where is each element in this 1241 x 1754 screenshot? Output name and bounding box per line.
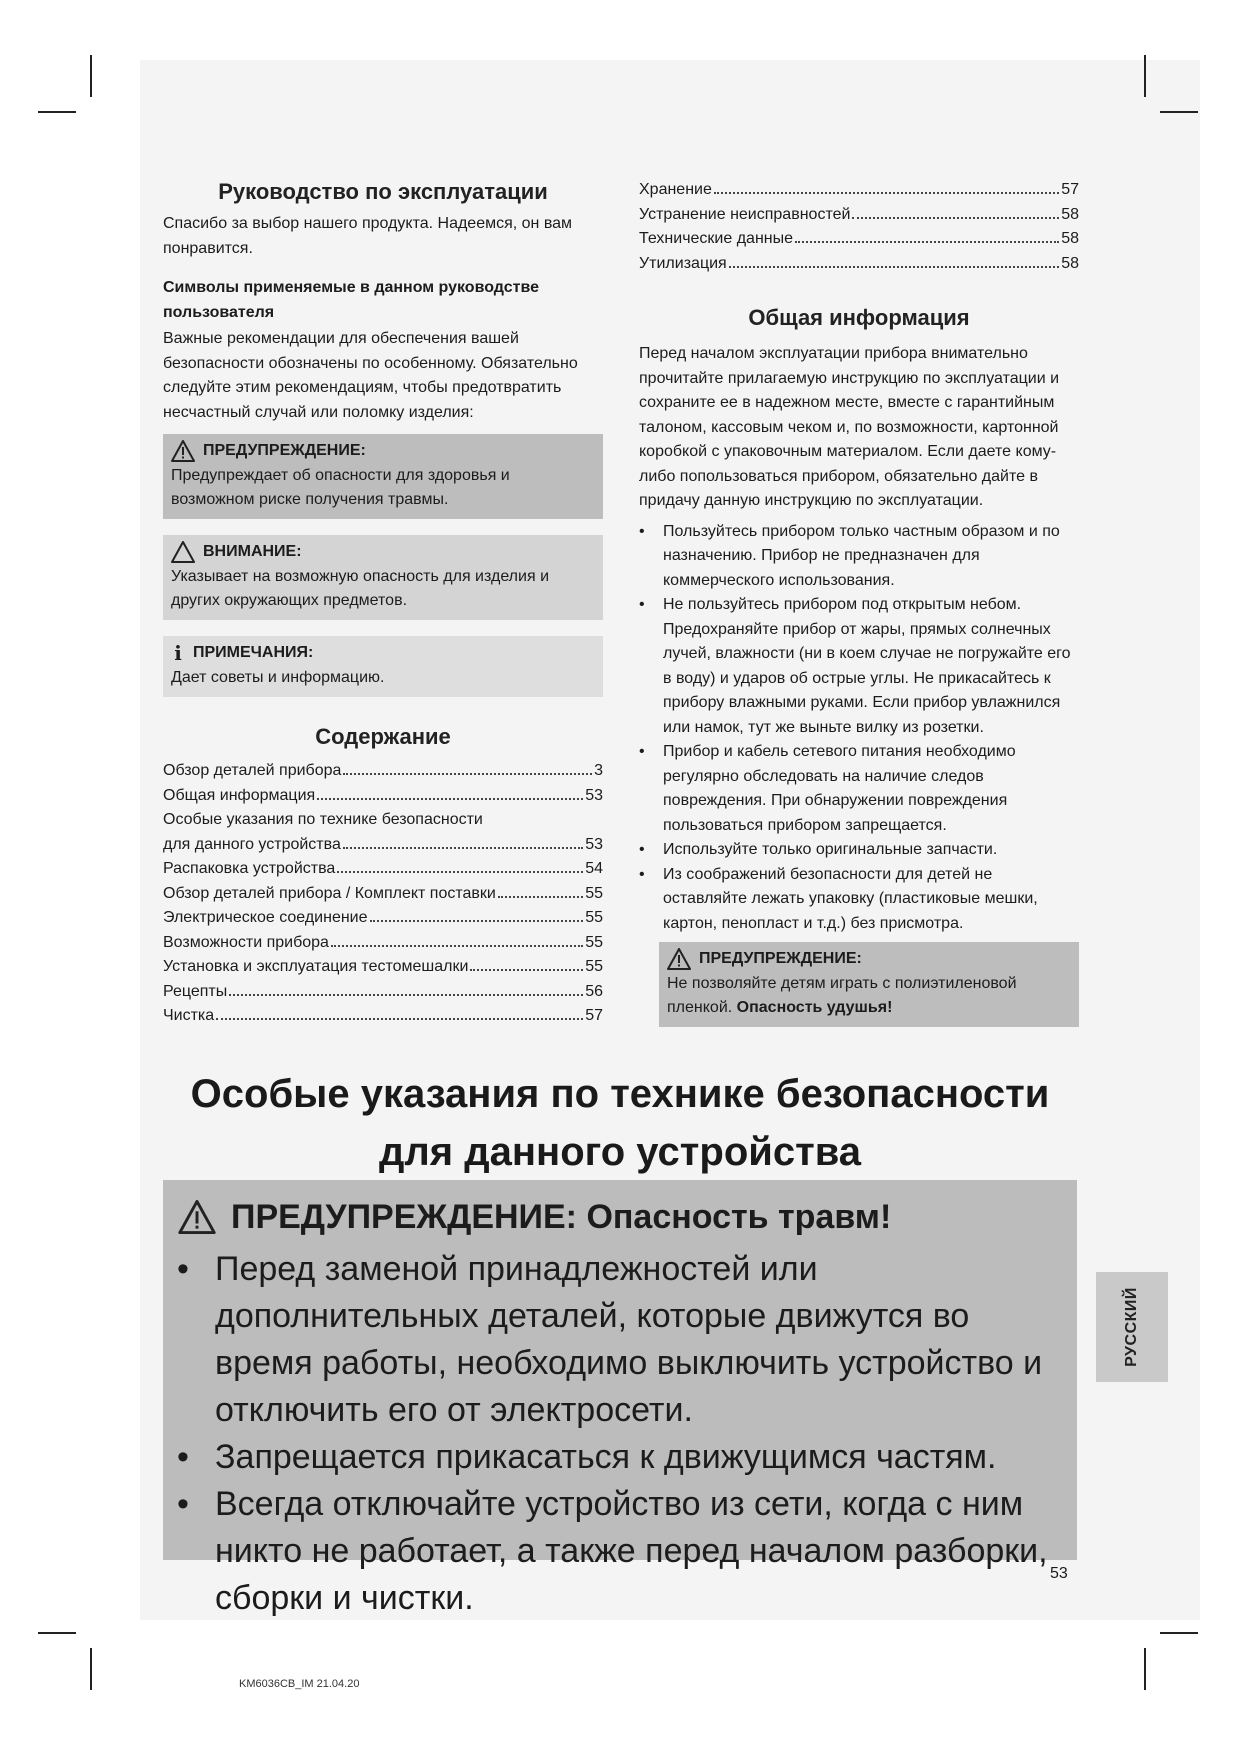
warning-notice — [163, 434, 603, 519]
crop-mark — [1144, 55, 1146, 97]
toc-item[interactable]: Чистка 57 — [163, 1007, 603, 1024]
symbols-heading: Символы применяемые в данном руководстве пользователя — [163, 279, 539, 321]
right-column — [639, 178, 1079, 1027]
toc-item[interactable]: Технические данные 58 — [639, 230, 1079, 247]
general-info-bullets — [639, 520, 1079, 937]
language-tab-label: РУССКИЙ — [1123, 1287, 1140, 1367]
warning-triangle-icon — [177, 1199, 217, 1235]
toc-item[interactable]: Утилизация 58 — [639, 254, 1079, 272]
safety-warning-title: ПРЕДУПРЕЖДЕНИЕ: Опасность травм! — [231, 1198, 892, 1236]
list-item: • Прибор и кабель сетевого питания необходимо регулярно обследовать на наличие следов повреждения. При обнаружении повреждения пользоваться прибором запрещается. — [639, 740, 1079, 838]
child-warning-notice — [659, 942, 1079, 1027]
toc-item[interactable]: Установка и эксплуатация тестомешалки 55 — [163, 958, 603, 975]
child-warning-title: ПРЕДУПРЕЖДЕНИЕ: — [699, 950, 862, 967]
intro-text: Спасибо за выбор нашего продукта. Надеемся, он вам понравится. — [163, 215, 573, 257]
list-item: • Перед заменой принадлежностей или дополнительных деталей, которые движутся во время работы, необходимо выключить устройство и отключить его от электросети. — [177, 1246, 1057, 1434]
toc-title: Содержание — [315, 724, 451, 749]
crop-mark — [38, 111, 76, 113]
crop-mark — [1160, 111, 1198, 113]
toc-list — [163, 759, 603, 1029]
notes-notice-text: Дает советы и информацию. — [171, 669, 385, 686]
list-item: • Используйте только оригинальные запчасти. — [639, 838, 1079, 863]
crop-mark — [90, 1648, 92, 1690]
language-tab — [1096, 1272, 1168, 1382]
crop-mark — [38, 1632, 76, 1634]
toc-item[interactable]: Обзор деталей прибора 3 — [163, 762, 603, 779]
manual-title: Руководство по эксплуатации — [218, 179, 548, 204]
warning-notice-title: ПРЕДУПРЕЖДЕНИЕ: — [203, 442, 366, 459]
list-item: • Запрещается прикасаться к движущимся частям. — [177, 1434, 1057, 1481]
toc-item[interactable]: Распаковка устройства 54 — [163, 860, 603, 877]
toc-item[interactable]: для данного устройства 53 — [163, 835, 603, 853]
crop-mark — [1144, 1648, 1146, 1690]
list-item: • Из соображений безопасности для детей не оставляйте лежать упаковку (пластиковые мешки, картон, пенопласт и т.д.) без присмотра. — [639, 863, 1079, 937]
list-item: • Пользуйтесь прибором только частным образом и по назначению. Прибор не предназначен для коммерческого использования. — [639, 520, 1079, 594]
toc-item[interactable]: Хранение 57 — [639, 181, 1079, 198]
warning-triangle-icon — [171, 440, 195, 462]
symbols-text: Важные рекомендации для обеспечения вашей безопасности обозначены по особенному. Обязательно следуйте этим рекомендациям, чтобы предотвратить несчастный случай или поломку изделия: — [163, 330, 578, 421]
left-column — [163, 178, 603, 1029]
toc-item[interactable]: Рецепты 56 — [163, 982, 603, 1000]
warning-triangle-icon — [667, 948, 691, 970]
child-warning-emphasis: Опасность удушья! — [736, 999, 893, 1016]
child-warning-text: Не позволяйте детям играть с полиэтиленовой пленкой. Опасность удушья! — [667, 975, 1017, 1016]
caution-notice-text: Указывает на возможную опасность для изделия и других окружающих предметов. — [171, 568, 549, 609]
toc-list-continued — [639, 178, 1079, 276]
footer-code: KM6036CB_IM 21.04.20 — [239, 1678, 360, 1690]
general-info-title: Общая информация — [748, 305, 970, 330]
toc-item[interactable]: Особые указания по технике безопасности — [163, 811, 483, 828]
notes-notice — [163, 636, 603, 697]
caution-triangle-icon — [171, 541, 195, 563]
toc-item[interactable]: Общая информация 53 — [163, 786, 603, 804]
list-item: • Не пользуйтесь прибором под открытым небом. Предохраняйте прибор от жары, прямых солнечных лучей, влажности (ни в коем случае не погружайте его в воду) и ударов об острые углы. Не прикасайтесь к прибору влажными руками. Если прибор увлажнился или намок, тут же выньте вилку из розетки. — [639, 593, 1079, 740]
toc-item[interactable]: Электрическое соединение 55 — [163, 909, 603, 926]
toc-item[interactable]: Устранение неисправностей 58 — [639, 205, 1079, 223]
toc-item[interactable]: Возможности прибора 55 — [163, 933, 603, 951]
warning-notice-text: Предупреждает об опасности для здоровья и возможном риске получения травмы. — [171, 467, 510, 508]
safety-title: Особые указания по технике безопасности для данного устройства — [190, 1072, 1050, 1174]
notes-notice-title: ПРИМЕЧАНИЯ: — [193, 644, 314, 661]
crop-mark — [90, 55, 92, 97]
caution-notice-title: ВНИМАНИЕ: — [203, 543, 302, 560]
info-icon: i — [174, 641, 182, 665]
caution-notice — [163, 535, 603, 620]
page-number: 53 — [1050, 1565, 1068, 1582]
general-info-text: Перед началом эксплуатации прибора внимательно прочитайте прилагаемую инструкцию по эксплуатации и сохраните ее в надежном месте, вместе с гарантийным талоном, кассовым чеком и, по возможности, картонной коробкой с упаковочным материалом. Если даете кому-либо попользоваться прибором, обязательно дайте в придачу данную инструкцию по эксплуатации. — [639, 345, 1060, 509]
list-item: • Всегда отключайте устройство из сети, когда с ним никто не работает, а также перед началом разборки, сборки и чистки. — [177, 1481, 1057, 1622]
crop-mark — [1160, 1632, 1198, 1634]
toc-item[interactable]: Обзор деталей прибора / Комплект поставки 55 — [163, 884, 603, 902]
